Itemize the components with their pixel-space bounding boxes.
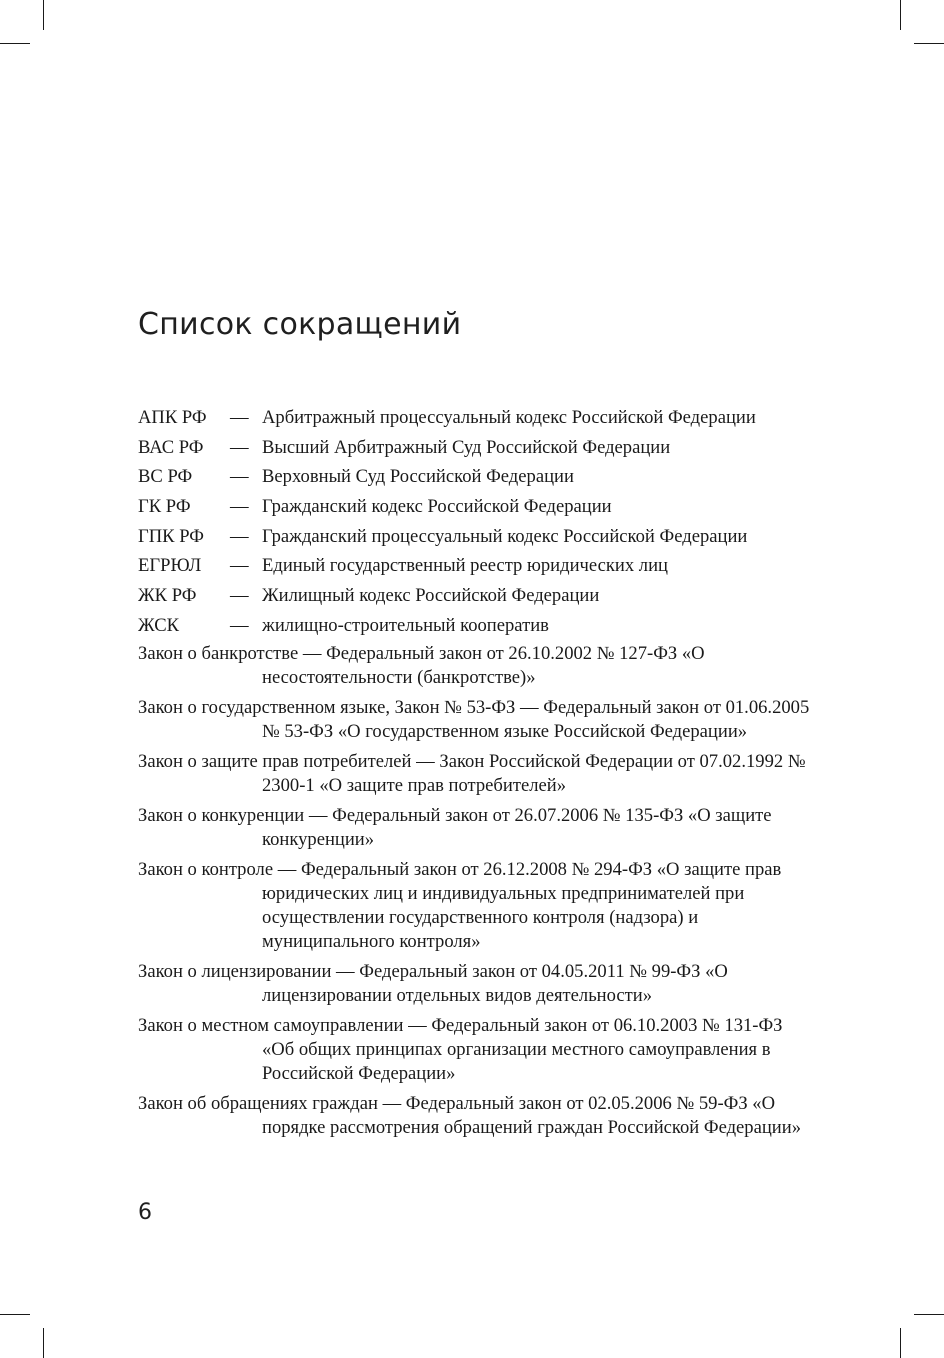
abbreviation-term: ЖК РФ xyxy=(138,585,197,607)
law-entry: Закон об обращениях граждан — Федеральный закон от 02.05.2006 № 59-ФЗ «О порядке рассмотрения обращений граждан Российской Федерации» xyxy=(138,1093,802,1138)
law-entry: Закон о местном самоуправлении — Федеральный закон от 06.10.2003 № 131-ФЗ «Об общих принципах организации местного самоуправления в Российской Федерации» xyxy=(138,1015,783,1084)
abbreviation-definition: Гражданский процессуальный кодекс Российской Федерации xyxy=(262,525,748,547)
abbreviation-term: ВС РФ xyxy=(138,466,193,488)
abbreviation-definition: Арбитражный процессуальный кодекс Российской Федерации xyxy=(262,407,756,428)
abbreviation-list xyxy=(138,403,818,641)
law-entry: Закон о банкротстве — Федеральный закон от 26.10.2002 № 127-ФЗ «О несостоятельности (банкротстве)» xyxy=(138,643,705,688)
page-title: Список сокращений xyxy=(138,307,462,343)
abbreviation-term: ГПК РФ xyxy=(138,525,204,547)
abbreviation-term: ЖСК xyxy=(138,614,180,636)
abbreviation-row xyxy=(138,433,818,463)
crop-mark-top-left-horizontal xyxy=(0,43,30,44)
abbreviation-definition: Высший Арбитражный Суд Российской Федерации xyxy=(262,436,671,458)
crop-mark-bottom-right-horizontal xyxy=(914,1314,944,1315)
abbreviation-dash: — xyxy=(230,585,249,607)
abbreviation-term: ГК РФ xyxy=(138,496,191,518)
law-entry: Закон о лицензировании — Федеральный закон от 04.05.2011 № 99-ФЗ «О лицензировании отдельных видов деятельности» xyxy=(138,961,728,1006)
crop-mark-bottom-left-vertical xyxy=(43,1328,44,1358)
law-entry: Закон о контроле — Федеральный закон от 26.12.2008 № 294-ФЗ «О защите прав юридических лиц и индивидуальных предпринимателей при осуществлении государственного контроля (надзора) и муниципального контроля» xyxy=(138,859,782,952)
abbreviation-term: АПК РФ xyxy=(138,407,207,428)
abbreviation-dash: — xyxy=(230,525,249,547)
crop-mark-top-right-vertical xyxy=(900,0,901,30)
crop-mark-top-right-horizontal xyxy=(914,43,944,44)
law-entry: Закон о защите прав потребителей — Закон Российской Федерации от 07.02.1992 № 2300-1 «О защите прав потребителей» xyxy=(138,751,806,796)
abbreviation-definition: Жилищный кодекс Российской Федерации xyxy=(262,585,600,607)
page-number: 6 xyxy=(138,1200,152,1225)
abbreviation-row xyxy=(138,492,818,522)
abbreviation-dash: — xyxy=(230,614,249,636)
law-entry: Закон о конкуренции — Федеральный закон от 26.07.2006 № 135-ФЗ «О защите конкуренции» xyxy=(138,805,772,850)
crop-mark-bottom-right-vertical xyxy=(900,1328,901,1358)
abbreviation-row xyxy=(138,522,818,552)
abbreviation-dash: — xyxy=(230,407,249,428)
abbreviation-row xyxy=(138,462,818,492)
crop-mark-top-left-vertical xyxy=(43,0,44,30)
abbreviation-definition: Единый государственный реестр юридических лиц xyxy=(262,555,668,577)
abbreviation-row xyxy=(138,403,818,433)
law-entry: Закон о государственном языке, Закон № 53-ФЗ — Федеральный закон от 01.06.2005 № 53-ФЗ «О государственном языке Российской Федерации» xyxy=(138,697,810,742)
abbreviation-dash: — xyxy=(230,436,249,458)
abbreviation-dash: — xyxy=(230,496,249,518)
law-abbreviation-list xyxy=(138,642,818,1146)
crop-mark-bottom-left-horizontal xyxy=(0,1314,30,1315)
abbreviation-term: ВАС РФ xyxy=(138,436,204,458)
abbreviation-row xyxy=(138,581,818,611)
abbreviation-dash: — xyxy=(230,466,249,488)
abbreviation-dash: — xyxy=(230,555,249,577)
abbreviation-row xyxy=(138,551,818,581)
abbreviation-definition: Гражданский кодекс Российской Федерации xyxy=(262,496,612,518)
abbreviation-definition: Верховный Суд Российской Федерации xyxy=(262,466,574,488)
abbreviation-definition: жилищно-строительный кооператив xyxy=(262,614,549,636)
abbreviation-term: ЕГРЮЛ xyxy=(138,555,202,577)
abbreviation-row xyxy=(138,611,818,641)
